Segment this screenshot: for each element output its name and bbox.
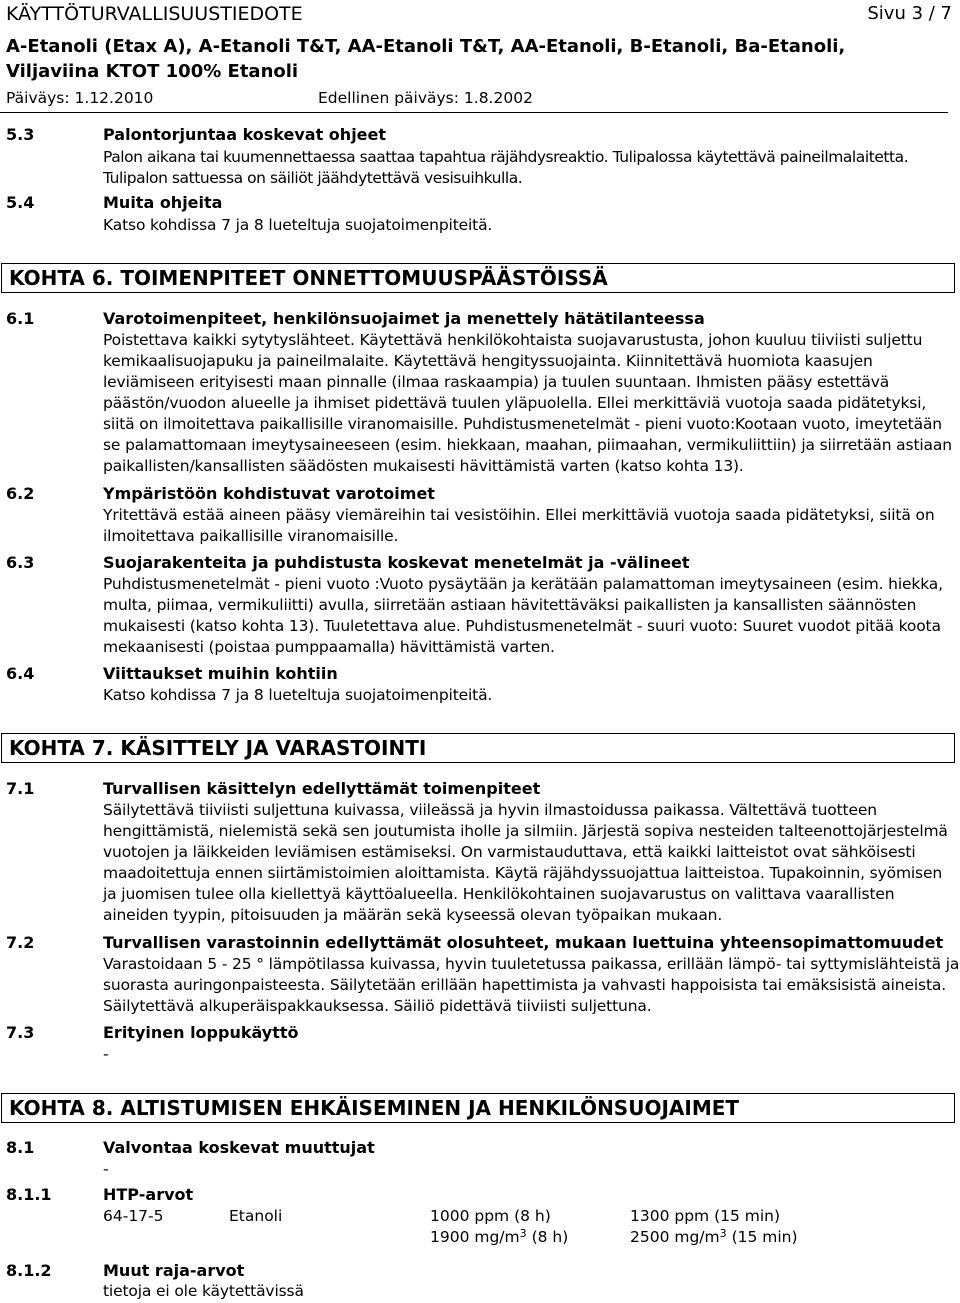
subsection-title: Muita ohjeita bbox=[103, 193, 223, 212]
subsection-title: Suojarakenteita ja puhdistusta koskevat menetelmät ja -välineet bbox=[103, 553, 690, 572]
section-number: 8.1 bbox=[6, 1138, 35, 1157]
section-number: 6.1 bbox=[6, 309, 35, 328]
section-heading-7: KOHTA 7. KÄSITTELY JA VARASTOINTI bbox=[1, 733, 955, 763]
product-names-line1: A-Etanoli (Etax A), A-Etanoli T&T, AA-Etanoli T&T, AA-Etanoli, B-Etanoli, Ba-Etanoli, bbox=[6, 36, 846, 57]
page-number: Sivu 3 / 7 bbox=[867, 3, 952, 24]
previous-date: Edellinen päiväys: 1.8.2002 bbox=[318, 89, 533, 107]
section-number: 6.2 bbox=[6, 484, 35, 503]
subsection-title: HTP-arvot bbox=[103, 1185, 194, 1204]
section-number: 8.1.2 bbox=[6, 1261, 52, 1280]
subsection-title: Ympäristöön kohdistuvat varotoimet bbox=[103, 484, 435, 503]
subsection-text: - bbox=[103, 1045, 109, 1063]
section-number: 7.1 bbox=[6, 779, 35, 798]
subsection-title: Viittaukset muihin kohtiin bbox=[103, 664, 338, 683]
subsection-text: Poistettava kaikki sytytyslähteet. Käytettävä henkilökohtaista suojavarustusta, johon kuuluu tiiviisti suljettu kemikaalisuojapuku ja paineilmalaite. Käytettävä hengityssuojainta. Kiinnitettävä huomiota kaasujen leviämiseen erityisesti maan pinnalle (ilmaa raskaampia) ja tuulen suuntaan. Ihmisten pääsy estettävä päästön/vuodon alueelle ja ihmiset pidettävä tuulen yläpuolella. Ellei merkittäviä vuotoja saada pidätetyksi, siitä on ilmoitettava paikallisille viranomaisille. Puhdistusmenetelmät - pieni vuoto:Kootaan vuoto, imeytetään se palamattomaan imeytysaineeseen (esim. hiekkaan, maahan, piimaahan, vermikuliittiin) ja siirretään astiaan paikallisten/kansallisten säädösten mukaisesti hävittämistä varten (katso kohta 13). bbox=[103, 331, 952, 475]
limit-15min-mg bbox=[630, 1228, 798, 1246]
limit-15min-mg-period: (15 min) bbox=[726, 1228, 798, 1246]
subsection-title: Turvallisen varastoinnin edellyttämät olosuhteet, mukaan luettuina yhteensopimattomuudet bbox=[103, 933, 944, 952]
limit-8h-ppm: 1000 ppm (8 h) bbox=[430, 1207, 551, 1225]
section-number: 6.3 bbox=[6, 553, 35, 572]
subsection-text: Katso kohdissa 7 ja 8 lueteltuja suojatoimenpiteitä. bbox=[103, 686, 493, 704]
limit-8h-mg-exponent: 3 bbox=[519, 1227, 527, 1240]
section-number: 5.4 bbox=[6, 193, 35, 212]
document-type: KÄYTTÖTURVALLISUUSTIEDOTE bbox=[6, 3, 303, 25]
subsection-title: Turvallisen käsittelyn edellyttämät toimenpiteet bbox=[103, 779, 541, 798]
subsection-text: tietoja ei ole käytettävissä bbox=[103, 1282, 304, 1300]
section-number: 6.4 bbox=[6, 664, 35, 683]
subsection-text: Puhdistusmenetelmät - pieni vuoto :Vuoto pysäytään ja kerätään palamattoman imeytysaineen (esim. hiekka, multa, piimaa, vermikuliitti) avulla, siirretään astiaan hävitettäväksi paikallisten ja kansallisten säännösten mukaisesti (katso kohta 13). Tuuletettava alue. Puhdistusmenetelmät - suuri vuoto: Suuret vuodot pitää koota mekaanisesti (poistaa pumppaamalla) hävittämistä varten. bbox=[103, 575, 943, 656]
section-number: 5.3 bbox=[6, 125, 35, 144]
subsection-text: Yritettävä estää aineen pääsy viemäreihin tai vesistöihin. Ellei merkittäviä vuotoja saada pidätetyksi, siitä on ilmoitettava paikallisille viranomaisille. bbox=[103, 506, 935, 545]
section-number: 7.3 bbox=[6, 1023, 35, 1042]
subsection-text: Varastoidaan 5 - 25 ° lämpötilassa kuivassa, hyvin tuuletetussa paikassa, erillään lämpö- tai syttymislähteistä ja suorasta auringonpaisteesta. Säilytetään erillään hapettimista ja vahvasti happoisista tai emäksisistä aineista. Säilytettävä alkuperäispakkauksessa. Säiliö pidettävä tiiviisti suljettuna. bbox=[103, 955, 960, 1015]
subsection-text: Säilytettävä tiiviisti suljettuna kuivassa, viileässä ja hyvin ilmastoidussa paikassa. Vältettävä tuotteen hengittämistä, nielemistä sekä sen joutumista iholle ja silmiin. Järjestä sopiva nesteiden talteenottojärjestelmä vuotojen ja läikkeiden leviämisen estämiseksi. On varmistauduttava, että kaikki laitteistot ovat sähköisesti maadoitettuja ennen siirtämistoimien aloittamista. Käytä räjähdyssuojattua laitteistoa. Tupakoinnin, syömisen ja juomisen tulee olla kiellettyä käyttöalueella. Henkilökohtainen suojavarustus on valittava vaarallisten aineiden tyypin, pitoisuuden ja määrän sekä kyseessä olevan työpaikan mukaan. bbox=[103, 801, 948, 924]
substance-name: Etanoli bbox=[229, 1207, 283, 1225]
product-names-line2: Viljaviina KTOT 100% Etanoli bbox=[6, 61, 299, 82]
section-heading-8: KOHTA 8. ALTISTUMISEN EHKÄISEMINEN JA HENKILÖNSUOJAIMET bbox=[1, 1093, 955, 1123]
issue-date: Päiväys: 1.12.2010 bbox=[6, 89, 154, 107]
limit-15min-ppm: 1300 ppm (15 min) bbox=[630, 1207, 781, 1225]
subsection-text: - bbox=[103, 1160, 109, 1178]
cas-number: 64-17-5 bbox=[103, 1207, 164, 1225]
subsection-title: Palontorjuntaa koskevat ohjeet bbox=[103, 125, 387, 144]
subsection-title: Erityinen loppukäyttö bbox=[103, 1023, 299, 1042]
subsection-title: Varotoimenpiteet, henkilönsuojaimet ja menettely hätätilanteessa bbox=[103, 309, 705, 328]
section-number: 8.1.1 bbox=[6, 1185, 52, 1204]
subsection-title: Valvontaa koskevat muuttujat bbox=[103, 1138, 375, 1157]
header-divider bbox=[0, 112, 948, 113]
section-number: 7.2 bbox=[6, 933, 35, 952]
subsection-text: Katso kohdissa 7 ja 8 lueteltuja suojatoimenpiteitä. bbox=[103, 216, 493, 234]
limit-8h-mg bbox=[430, 1228, 568, 1246]
limit-8h-mg-value: 1900 mg/m bbox=[430, 1228, 520, 1246]
subsection-title: Muut raja-arvot bbox=[103, 1261, 245, 1280]
limit-8h-mg-period: (8 h) bbox=[526, 1228, 569, 1246]
limit-15min-mg-exponent: 3 bbox=[719, 1227, 727, 1240]
limit-15min-mg-value: 2500 mg/m bbox=[630, 1228, 720, 1246]
section-heading-6: KOHTA 6. TOIMENPITEET ONNETTOMUUSPÄÄSTÖISSÄ bbox=[1, 263, 955, 293]
subsection-text: Palon aikana tai kuumennettaessa saattaa tapahtua räjähdysreaktio. Tulipalossa käytettävä paineilmalaitetta. Tulipalon sattuessa on säiliöt jäähdytettävä vesisuihkulla. bbox=[103, 148, 909, 187]
